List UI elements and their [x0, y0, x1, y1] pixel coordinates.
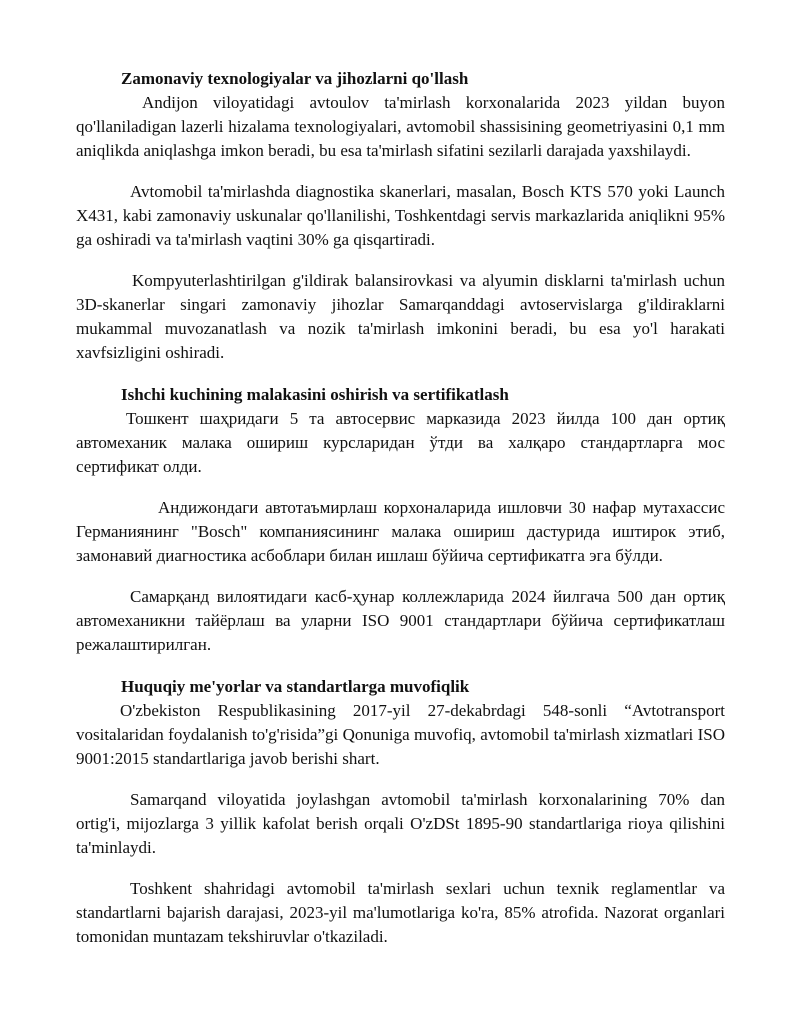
section-heading: Ishchi kuchining malakasini oshirish va sertifikatlash: [121, 385, 509, 404]
paragraph: Самарқанд вилоятидаги касб-ҳунар коллежларида 2024 йилгача 500 дан ортиқ автомеханикни тайёрлаш ва уларни ISO 9001 стандартлари бўйича сертификатлаш режалаштирилган.: [76, 587, 725, 654]
paragraph: Андижондаги автотаъмирлаш корхоналарида ишловчи 30 нафар мутахассис Германиянинг "Bosch" компаниясининг малака ошириш дастурида иштирок этиб, замонавий диагностика асбоблари билан ишлаш бўйича сертификатга эга бўлди.: [76, 498, 725, 565]
paragraph: Toshkent shahridagi avtomobil ta'mirlash sexlari uchun texnik reglamentlar va standartlarni bajarish darajasi, 2023-yil ma'lumotlariga ko'ra, 85% atrofida. Nazorat organlari tomonidan muntazam tekshiruvlar o'tkaziladi.: [76, 879, 725, 946]
section-legal-standards: [76, 675, 725, 949]
paragraph: O'zbekiston Respublikasining 2017-yil 27-dekabrdagi 548-sonli “Avtotransport vositalaridan foydalanish to'g'risida”gi Qonuniga muvofiq, avtomobil ta'mirlash xizmatlari ISO 9001:2015 standartlariga javob berishi shart.: [76, 701, 725, 768]
paragraph: Kompyuterlashtirilgan g'ildirak balansirovkasi va alyumin disklarni ta'mirlash uchun 3D-skanerlar singari zamonaviy jihozlar Samarqanddagi avtoservislarga g'ildiraklarni mukammal muvozanatlash va nozik ta'mirlash imkonini beradi, bu esa yo'l harakati xavfsizligini oshiradi.: [76, 271, 725, 362]
paragraph: Avtomobil ta'mirlashda diagnostika skanerlari, masalan, Bosch KTS 570 yoki Launch X431, kabi zamonaviy uskunalar qo'llanilishi, Toshkentdagi servis markazlarida aniqlikni 95% ga oshiradi va ta'mirlash vaqtini 30% ga qisqartiradi.: [76, 182, 725, 249]
paragraph: Тошкент шаҳридаги 5 та автосервис марказида 2023 йилда 100 дан ортиқ автомеханик малака ошириш курсларидан ўтди ва халқаро стандартларга мос сертификат олди.: [76, 409, 725, 476]
section-heading: Zamonaviy texnologiyalar va jihozlarni qo'llash: [121, 69, 469, 88]
section-heading: Huquqiy me'yorlar va standartlarga muvofiqlik: [121, 677, 470, 696]
paragraph: Samarqand viloyatida joylashgan avtomobil ta'mirlash korxonalarining 70% dan ortig'i, mijozlarga 3 yillik kafolat berish orqali O'zDSt 1895-90 standartlariga rioya qilishini ta'minlaydi.: [76, 790, 725, 857]
section-workforce-certification: [76, 383, 725, 674]
section-modern-technologies: [76, 67, 725, 382]
document-body: [76, 67, 725, 949]
paragraph: Andijon viloyatidagi avtoulov ta'mirlash korxonalarida 2023 yildan buyon qo'llaniladigan lazerli hizalama texnologiyalari, avtomobil shassisining geometriyasini 0,1 mm aniqlikda aniqlashga imkon beradi, bu esa ta'mirlash sifatini sezilarli darajada yaxshilaydi.: [76, 93, 725, 160]
